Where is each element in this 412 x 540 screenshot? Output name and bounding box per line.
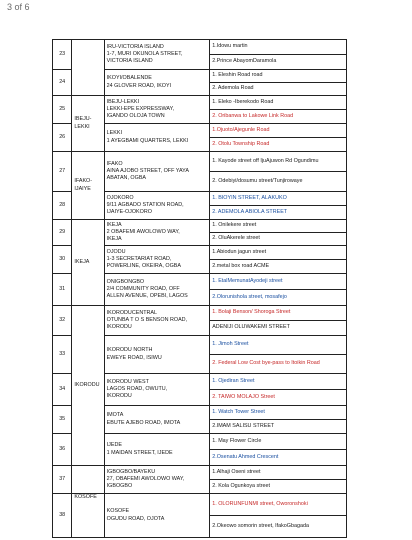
office-address-line: 27, OBAFEMI AWOLOWO WAY,: [106, 475, 185, 482]
street-entry: 2. Federal Low Cost bye-pass to Itoikin Road: [210, 355, 347, 374]
street-entry: 2. Otolu Township Road: [210, 138, 347, 152]
office-address-line: ONIGBONGBO: [106, 278, 145, 285]
office-address-line: 9/11 AGBADO STATION ROAD,: [106, 201, 184, 208]
table-row: [53, 494, 347, 516]
street-entry: 1.Idowu martin: [210, 40, 347, 55]
lga-cell: KOSOFE: [72, 494, 104, 538]
street-entry: 1. EtalMemunatAyodeji street: [210, 274, 347, 290]
office-address-line: LEKKI: [106, 130, 122, 137]
street-entry: 2.Olorunishola street, mosafejo: [210, 290, 347, 306]
office-address-line: OJOKORO: [106, 194, 134, 201]
office-address-line: IKORODU: [106, 393, 132, 400]
lga-cell: IFAKO-IJAIYE: [72, 152, 104, 220]
office-address: [104, 152, 210, 192]
street-entry: 2. Ademola Road: [210, 83, 347, 96]
lga-cell: IBEJU-LEKKI: [72, 96, 104, 152]
row-number: 37: [53, 466, 72, 494]
office-address: [104, 374, 210, 406]
office-address-line: LEKKI-EPE EXPRESSWAY,: [106, 105, 174, 112]
office-address: [104, 192, 210, 220]
street-entry: 2. Oribanwa to Lakowe Link Road: [210, 110, 347, 124]
street-entry: 1.Alhaji Oseni street: [210, 466, 347, 480]
street-entry: 1.Abiodun jagun street: [210, 246, 347, 260]
polling-table: [52, 39, 347, 538]
office-address-line: 1-3 SECRETARIAT ROAD,: [106, 255, 172, 262]
row-number: 31: [53, 274, 72, 306]
street-entry: 1. Eleko -Iberekodo Road: [210, 96, 347, 110]
lga-cell: IKORODU: [72, 306, 104, 466]
office-address-line: 2/4 COMMUNITY ROAD, OFF: [106, 285, 180, 292]
office-address-line: IRU-VICTORIA ISLAND: [106, 43, 164, 50]
street-entry: 1. Kayode street off IjuAjuwon Rd Ogundimu: [210, 152, 347, 172]
table-row: [53, 306, 347, 321]
lga-cell: [72, 466, 104, 494]
office-address: [104, 306, 210, 336]
office-address: [104, 124, 210, 152]
street-entry: 1. Ojediran Street: [210, 374, 347, 390]
table-row: [53, 152, 347, 172]
office-address-line: KOSOFE: [106, 508, 130, 515]
office-address: [104, 40, 210, 70]
office-address-line: IKORODU: [106, 324, 132, 331]
office-address: [104, 274, 210, 306]
row-number: 33: [53, 336, 72, 374]
office-address: [104, 96, 210, 124]
office-address-line: AINA AJOBO STREET, OFF YAYA: [106, 167, 189, 174]
street-entry: 1. Onilekere street: [210, 220, 347, 233]
street-entry: ADENIJI OLUWAKEMI STREET: [210, 321, 347, 336]
street-entry: 1.Ojuoto/Ajegunle Road: [210, 124, 347, 138]
office-address-line: IKORODU NORTH: [106, 347, 153, 354]
row-number: 30: [53, 246, 72, 274]
lga-cell: [72, 40, 104, 96]
row-number: 38: [53, 494, 72, 538]
office-address-line: IKEJA: [106, 236, 122, 243]
office-address: [104, 466, 210, 494]
table-row: [53, 96, 347, 110]
office-address-line: OJODU: [106, 248, 126, 255]
office-address-line: IBEJU-LEKKI: [106, 98, 140, 105]
street-entry: 2.Prince AbayomDaramola: [210, 55, 347, 70]
row-number: 24: [53, 70, 72, 96]
office-address-line: POWERLINE, OKEIRA, OGBA: [106, 263, 181, 270]
office-address-line: IKORODUCENTRAL: [106, 309, 157, 316]
row-number: 34: [53, 374, 72, 406]
office-address-line: ABATAN, OGBA: [106, 175, 147, 182]
row-number: 27: [53, 152, 72, 192]
row-number: 36: [53, 434, 72, 466]
office-address-line: OTUNBA T O S BENSON ROAD,: [106, 316, 188, 323]
office-address-line: LAGOS ROAD, OWUTU,: [106, 385, 168, 392]
office-address-line: EBUTE AJEBO ROAD, IMOTA: [106, 419, 181, 426]
lga-cell: IKEJA: [72, 220, 104, 306]
street-entry: 2.metal box road ACME: [210, 260, 347, 274]
office-address-line: VICTORIA ISLAND: [106, 58, 153, 65]
table-row: [53, 220, 347, 233]
row-number: 29: [53, 220, 72, 246]
street-entry: 2. ADEMOLA ABIOLA STREET: [210, 206, 347, 220]
row-number: 26: [53, 124, 72, 152]
office-address-line: IGANDO OLOJA TOWN: [106, 113, 165, 120]
office-address-line: IGBOGBO: [106, 483, 133, 490]
street-entry: 1. Watch Tower Street: [210, 406, 347, 420]
office-address: [104, 70, 210, 96]
office-address: [104, 434, 210, 466]
street-entry: 2. OluAkerele street: [210, 233, 347, 246]
office-address-line: 1-7, MURI OKUNOLA STREET,: [106, 50, 183, 57]
office-address-line: 2 OBAFEMI AWOLOWO WAY,: [106, 228, 180, 235]
office-address-line: 1 MAIDAN STREET, IJEDE: [106, 449, 173, 456]
office-address-line: IGBOGBO/BAYEKU: [106, 468, 156, 475]
office-address: [104, 220, 210, 246]
office-address-line: IKORODU WEST: [106, 378, 149, 385]
row-number: 32: [53, 306, 72, 336]
street-entry: 2. TAIWO MOLAJO Street: [210, 390, 347, 406]
row-number: 28: [53, 192, 72, 220]
office-address-line: 1 AYEGBAMI QUARTERS, LEKKI: [106, 137, 189, 144]
street-entry: 2.IMAM SALISU STREET: [210, 420, 347, 434]
street-entry: 2. Odebiyi/dosumu street/Tunjirowaye: [210, 172, 347, 192]
office-address-line: ALLEN AVENUE, OPEBI, LAGOS: [106, 293, 188, 300]
street-entry: 1. BIOYIN STREET, ALAKUKO: [210, 192, 347, 206]
street-entry: 1. Eleshin Road road: [210, 70, 347, 83]
office-address: [104, 246, 210, 274]
street-entry: 2.Osenatu Ahmed Crescent: [210, 450, 347, 466]
office-address-line: OGUDU ROAD, OJOTA: [106, 515, 165, 522]
office-address-line: IKOYI/OBALENDE: [106, 75, 152, 82]
street-entry: 2.Okeowo somorin street, IfakoGbagada: [210, 516, 347, 538]
row-number: 23: [53, 40, 72, 70]
street-entry: 1. Bolaji Benson/ Shoroga Street: [210, 306, 347, 321]
office-address-line: IJEDE: [106, 442, 122, 449]
office-address-line: IMOTA: [106, 412, 124, 419]
street-entry: 1. May Flower Circle: [210, 434, 347, 450]
street-entry: 1. OLORUNFUNMI street, Oworonshoki: [210, 494, 347, 516]
office-address: [104, 494, 210, 538]
office-address-line: 24 GLOVER ROAD, IKOYI: [106, 82, 172, 89]
page-counter: 3 of 6: [7, 2, 30, 12]
office-address-line: IFAKO: [106, 160, 123, 167]
street-entry: 2. Kola Ogunkoya street: [210, 480, 347, 494]
row-number: 35: [53, 406, 72, 434]
table-row: [53, 466, 347, 480]
office-address: [104, 406, 210, 434]
row-number: 25: [53, 96, 72, 124]
office-address-line: IJAIYE-OJOKORO: [106, 209, 152, 216]
office-address: [104, 336, 210, 374]
office-address-line: IKEJA: [106, 221, 122, 228]
office-address-line: EWEYE ROAD, ISIWU: [106, 354, 162, 361]
street-entry: 1. Jimoh Street: [210, 336, 347, 355]
table-row: [53, 40, 347, 55]
